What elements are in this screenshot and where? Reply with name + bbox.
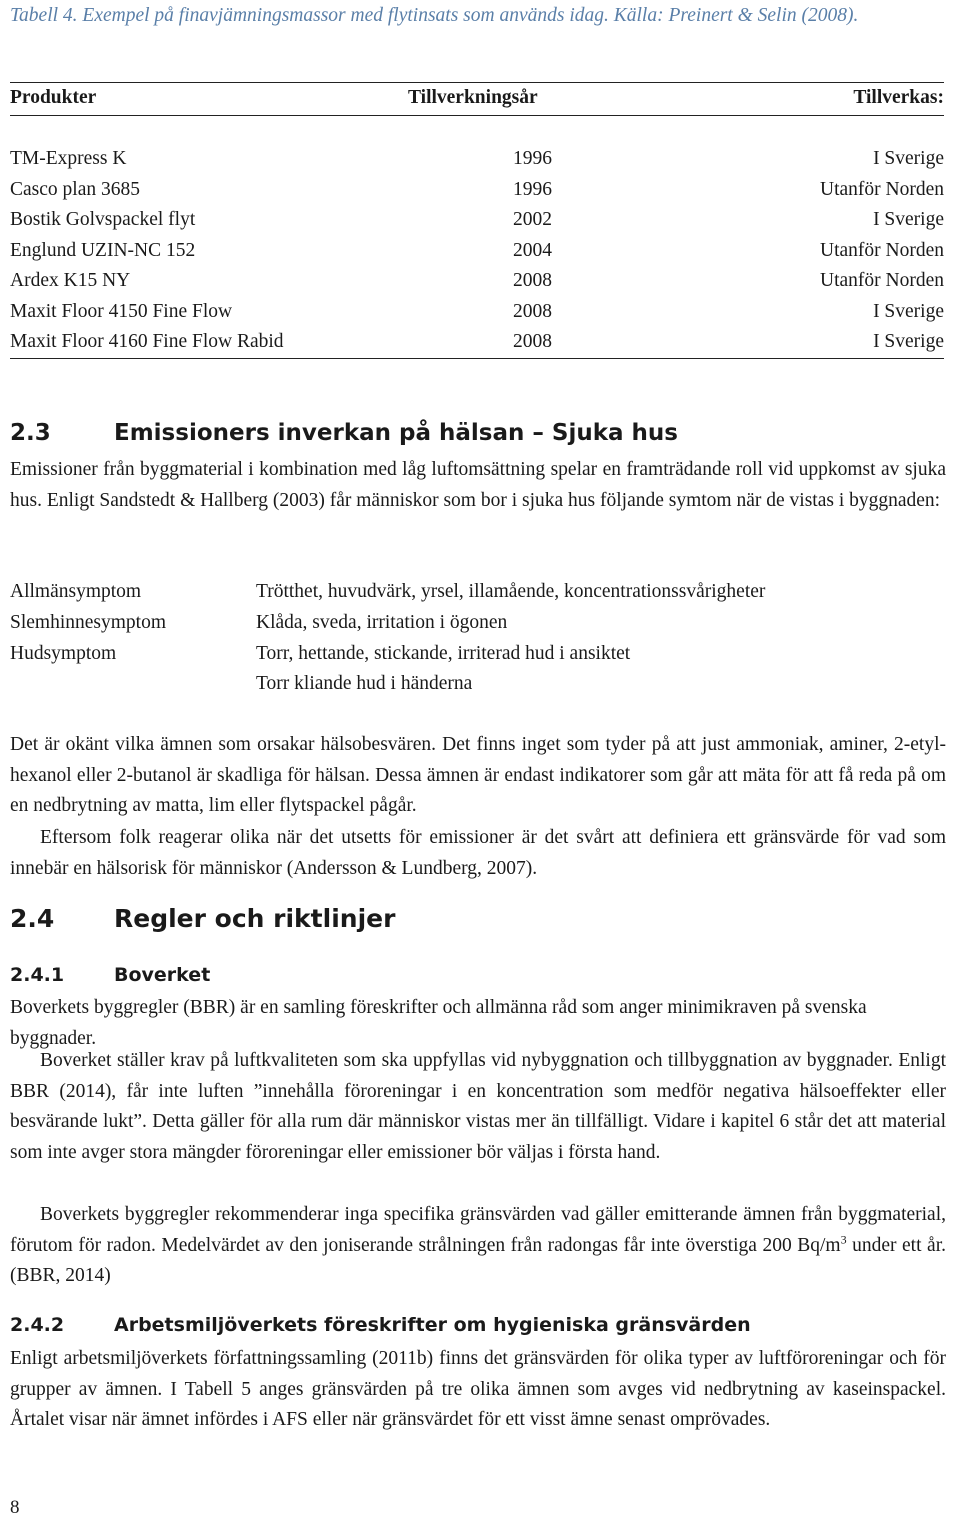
paragraph-text: under ett år. (BBR, 2014): [10, 1234, 946, 1286]
section-number: 2.4.1: [10, 964, 65, 986]
cell-made-in: Utanför Norden: [820, 270, 944, 291]
symptom-label: Hudsymptom: [10, 642, 117, 664]
paragraph: [10, 1200, 946, 1292]
paragraph-text: Boverkets byggregler rekommenderar inga specifika gränsvärden vad gäller emitterande ämnen från byggmaterial, förutom för radon. Medelvärdet av den joniserande strålningen från radongas får inte överstiga 200 Bq/m: [10, 1204, 946, 1256]
section-number: 2.4: [10, 904, 55, 933]
table-row: [10, 144, 944, 174]
symptom-row: [10, 577, 946, 607]
section-number: 2.4.2: [10, 1314, 65, 1336]
section-heading-2-4: [10, 904, 395, 933]
section-title: Boverket: [114, 964, 211, 986]
section-title: Arbetsmiljöverkets föreskrifter om hygieniska gränsvärden: [114, 1314, 751, 1336]
cell-year: 2008: [513, 300, 552, 322]
cell-made-in: Utanför Norden: [820, 178, 944, 200]
cell-product: Ardex K15 NY: [10, 270, 131, 291]
paragraph: Det är okänt vilka ämnen som orsakar hälsobesvären. Det finns inget som tyder på att just ammoniak, aminer, 2-etyl-hexanol eller 2-butanol är skadliga för hälsan. Dessa ämnen är endast indikatorer som går att mäta för att få reda på om en nedbrytning av matta, lim eller flytspackel pågår.: [10, 734, 946, 816]
cell-year: 1996: [513, 148, 552, 169]
table-header-rule: [10, 115, 944, 116]
paragraph: Enligt arbetsmiljöverkets författningssamling (2011b) finns det gränsvärden för olika typer av luftföroreningar och för grupper av ämnen. I Tabell 5 anges gränsvärden på tre olika ämnen som avges vid nedbrytning av kaseinspackel. Årtalet visar när ämnet infördes i AFS eller när gränsvärdet för ett visst ämne senast omprövades.: [10, 1348, 946, 1430]
page-number: 8: [10, 1497, 20, 1518]
cell-product: Bostik Golvspackel flyt: [10, 209, 196, 230]
table-row: [10, 327, 944, 357]
symptom-label: Allmänsymptom: [10, 581, 142, 602]
paragraph: Eftersom folk reagerar olika när det utsetts för emissioner är det svårt att definiera ett gränsvärde för vad som innebär en hälsorisk för människor (Andersson & Lundberg, 2007).: [10, 827, 946, 879]
header-products: Produkter: [10, 87, 97, 108]
section-title: Regler och riktlinjer: [114, 904, 396, 933]
section-heading-2-3: [10, 420, 678, 446]
table-row: [10, 297, 944, 327]
table-header-row: [10, 83, 944, 113]
cell-year: 2004: [513, 239, 552, 261]
table-caption: Tabell 4. Exempel på finavjämningsmassor med flytinsats som används idag. Källa: Preinert & Selin (2008).: [10, 5, 859, 26]
symptom-text: Klåda, sveda, irritation i ögonen: [256, 611, 508, 633]
table-bottom-rule: [10, 358, 944, 359]
paragraph: Boverkets byggregler (BBR) är en samling föreskrifter och allmänna råd som anger minimikraven på svenska byggnader.: [10, 997, 867, 1049]
symptom-text: Torr kliande hud i händerna: [256, 673, 473, 695]
cell-product: Maxit Floor 4150 Fine Flow: [10, 300, 233, 322]
cell-year: 2002: [513, 209, 552, 230]
paragraph: Boverket ställer krav på luftkvaliteten som ska uppfyllas vid nybyggnation och tillbyggnation av byggnader. Enligt BBR (2014), får inte luften ”innehålla föroreningar i en koncentration som medför negativa hälsoeffekter eller besvärande lukt”. Detta gäller för alla rum där människor vistas mer än tillfälligt. Vidare i kapitel 6 står det att material som inte avger stora mängder föroreningar eller emissioner bör väljas i första hand.: [10, 1050, 946, 1163]
cell-year: 1996: [513, 178, 552, 200]
symptom-row: [10, 639, 946, 669]
symptom-label: Slemhinnesymptom: [10, 611, 166, 633]
header-made-in: Tillverkas:: [853, 87, 944, 108]
table-row: [10, 236, 944, 266]
section-title: Emissioners inverkan på hälsan – Sjuka hus: [114, 420, 678, 446]
cell-year: 2008: [513, 331, 552, 352]
cell-year: 2008: [513, 270, 552, 291]
section-number: 2.3: [10, 420, 51, 446]
header-year: Tillverkningsår: [408, 87, 538, 108]
cell-product: Casco plan 3685: [10, 178, 140, 200]
table-row: [10, 205, 944, 235]
superscript: 3: [840, 1232, 847, 1246]
symptom-row: [10, 669, 946, 699]
paragraph: Emissioner från byggmaterial i kombination med låg luftomsättning spelar en framträdande roll vid uppkomst av sjuka hus. Enligt Sandstedt & Hallberg (2003) får människor som bor i sjuka hus följande symtom när de vistas i byggnaden:: [10, 459, 946, 511]
symptom-text: Torr, hettande, stickande, irriterad hud i ansiktet: [256, 642, 631, 664]
table-row: [10, 175, 944, 205]
cell-product: Englund UZIN-NC 152: [10, 239, 196, 261]
cell-made-in: I Sverige: [873, 209, 944, 230]
cell-made-in: I Sverige: [873, 300, 944, 322]
cell-product: TM-Express K: [10, 148, 127, 169]
cell-made-in: Utanför Norden: [820, 239, 944, 261]
symptom-text: Trötthet, huvudvärk, yrsel, illamående, koncentrationssvårigheter: [256, 581, 766, 602]
cell-made-in: I Sverige: [873, 148, 944, 169]
section-heading-2-4-2: [10, 1314, 751, 1336]
section-heading-2-4-1: [10, 964, 210, 986]
cell-made-in: I Sverige: [873, 331, 944, 352]
table-row: [10, 266, 944, 296]
symptom-row: [10, 608, 946, 638]
cell-product: Maxit Floor 4160 Fine Flow Rabid: [10, 331, 284, 352]
